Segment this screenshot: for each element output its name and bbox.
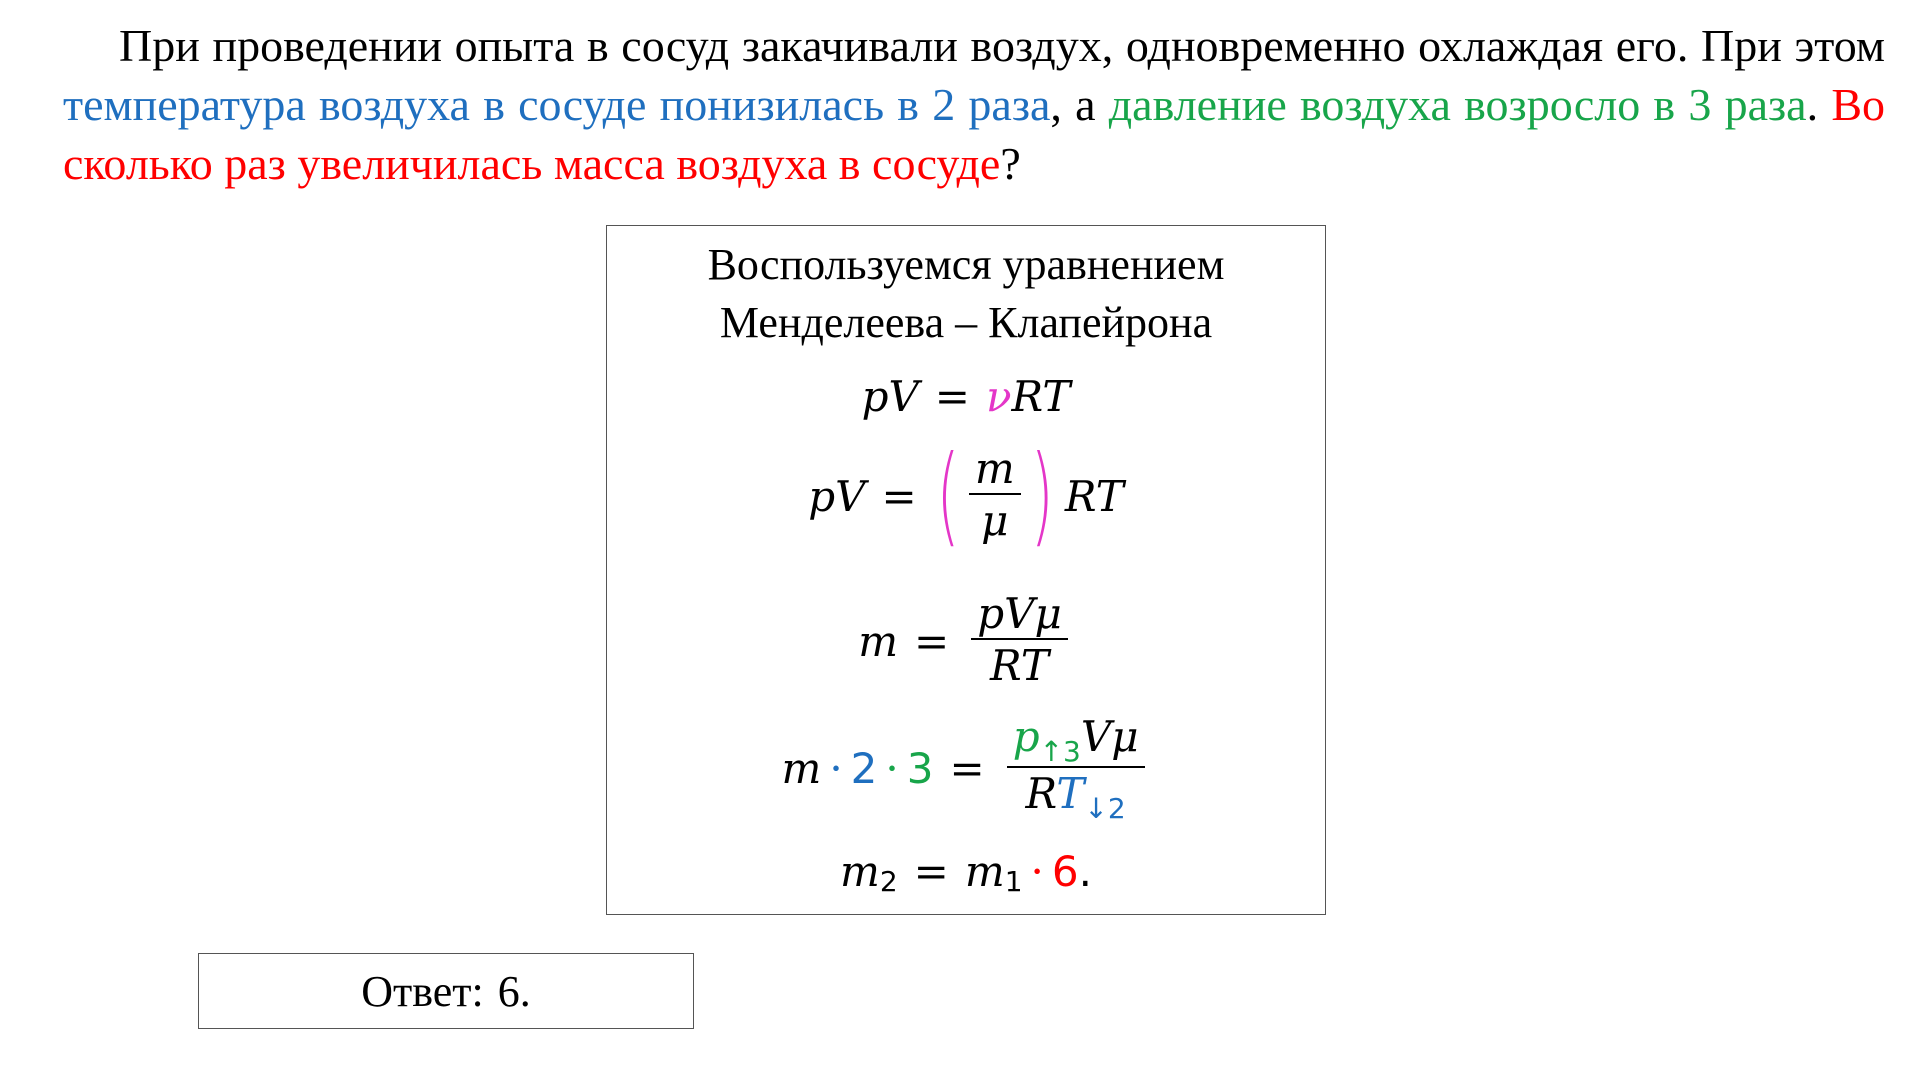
equation-change bbox=[607, 711, 1325, 826]
eq2-left: pV bbox=[808, 471, 866, 521]
heading-line1: Воспользуемся уравнением bbox=[707, 240, 1225, 289]
heading-line2: Менделеева – Клапейрона bbox=[719, 298, 1213, 347]
eq1-equals: = bbox=[934, 371, 970, 421]
eq4-equals: = bbox=[949, 744, 985, 793]
eq2-left-paren: ( bbox=[936, 433, 960, 558]
equation-mass-substitution bbox=[607, 433, 1325, 558]
eq2-fraction bbox=[969, 445, 1021, 547]
eq4-num-rest: Vμ bbox=[1080, 711, 1139, 761]
eq5-six: 6 bbox=[1051, 846, 1079, 896]
eq1-nu: ν bbox=[985, 371, 1012, 421]
eq3-equals: = bbox=[914, 616, 950, 666]
problem-part1: При проведении опыта в сосуд закачивали воздух, одновременно охлаждая его. При этом bbox=[119, 20, 1885, 71]
solution-box bbox=[606, 225, 1326, 915]
problem-part2: , а bbox=[1050, 79, 1109, 130]
eq2-right: RT bbox=[1064, 471, 1124, 521]
eq4-p: p bbox=[1012, 711, 1040, 761]
eq5-equals: = bbox=[913, 846, 949, 896]
eq3-fraction bbox=[971, 590, 1068, 692]
eq2-denominator: μ bbox=[981, 496, 1009, 545]
eq4-m: m bbox=[781, 744, 822, 793]
eq4-two: 2 bbox=[850, 744, 878, 793]
eq5-m2: m bbox=[840, 846, 880, 896]
eq2-right-paren: ) bbox=[1030, 433, 1054, 558]
answer-value: 6. bbox=[497, 966, 531, 1016]
eq2-numerator: m bbox=[974, 444, 1015, 493]
eq1-left: pV bbox=[861, 371, 919, 421]
eq4-p-sub: ↑3 bbox=[1039, 734, 1081, 768]
temperature-phrase: температура воздуха в сосуде понизилась в 2 раза bbox=[63, 79, 1051, 130]
question-phrase: Во сколько раз увеличилась масса воздуха в сосуде bbox=[63, 79, 1885, 189]
eq4-dot1: · bbox=[829, 744, 843, 793]
problem-text bbox=[63, 16, 1885, 193]
eq3-left: m bbox=[858, 616, 899, 666]
answer-box bbox=[198, 953, 694, 1029]
answer-label: Ответ: bbox=[361, 966, 484, 1016]
eq5-m2-sub: 2 bbox=[879, 864, 898, 898]
problem-part4: ? bbox=[1000, 138, 1021, 189]
eq1-right: RT bbox=[1011, 371, 1071, 421]
eq4-t-sub: ↓2 bbox=[1084, 791, 1126, 825]
eq5-m1: m bbox=[964, 846, 1005, 896]
eq2-equals: = bbox=[881, 471, 917, 521]
problem-part3: . bbox=[1806, 79, 1832, 130]
equation-result bbox=[607, 841, 1325, 901]
equation-ideal-gas bbox=[607, 366, 1325, 426]
solution-heading bbox=[607, 236, 1325, 352]
eq4-den-t: T bbox=[1056, 768, 1085, 818]
eq4-numerator bbox=[1007, 713, 1145, 766]
eq5-dot: · bbox=[1030, 846, 1044, 896]
eq4-fraction bbox=[1007, 713, 1145, 825]
eq4-denominator bbox=[1020, 768, 1132, 825]
pressure-phrase: давление воздуха возросло в 3 раза bbox=[1108, 79, 1807, 130]
eq3-numerator: pVμ bbox=[977, 589, 1062, 638]
eq3-denominator: RT bbox=[990, 641, 1049, 690]
eq4-dot2: · bbox=[885, 744, 899, 793]
eq5-m1-sub: 1 bbox=[1004, 864, 1023, 898]
eq4-three: 3 bbox=[906, 744, 934, 793]
eq4-den-r: R bbox=[1025, 768, 1057, 818]
equation-mass bbox=[607, 586, 1325, 696]
eq5-period: . bbox=[1078, 846, 1092, 896]
